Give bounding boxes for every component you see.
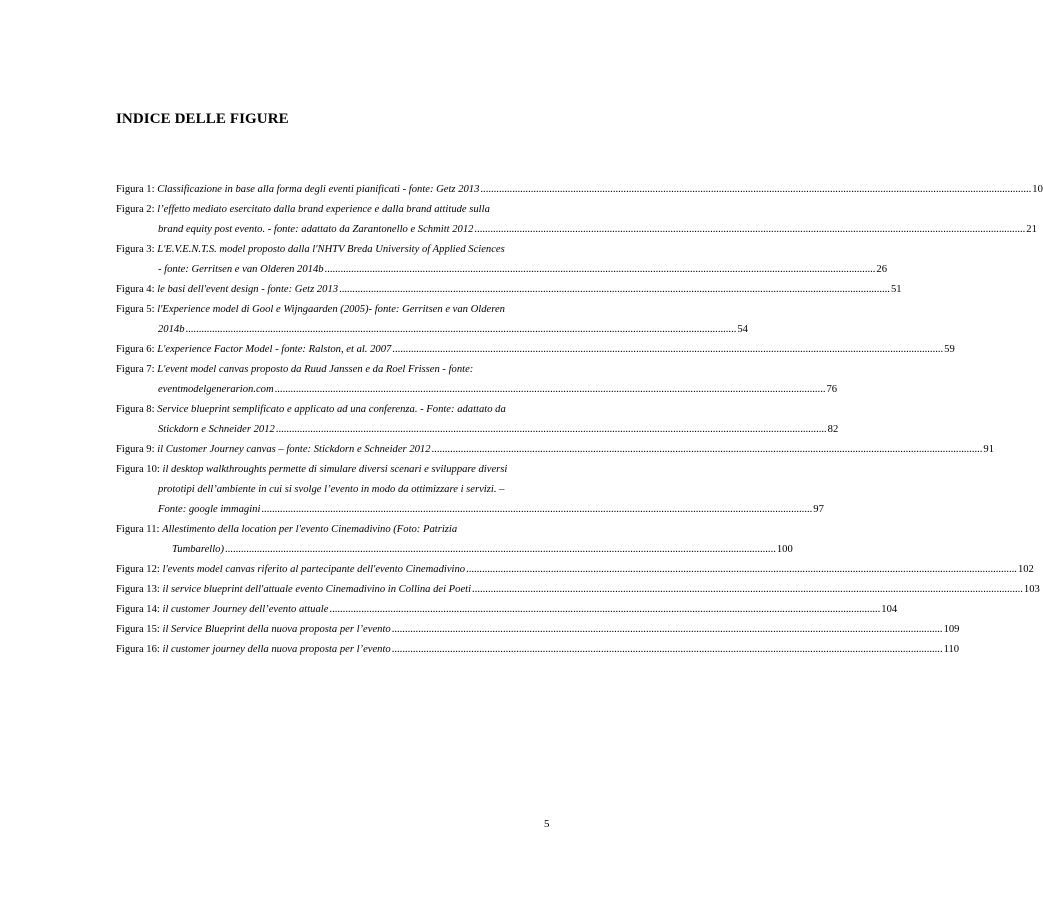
figure-page-number: 91 [983, 444, 994, 455]
figure-entry-line [116, 600, 898, 620]
figure-page-number: 82 [827, 424, 839, 435]
figure-entry-line [116, 560, 1034, 580]
figure-entry-line [116, 260, 888, 280]
figure-entry-line [116, 220, 1037, 240]
figure-page-number: 102 [1017, 564, 1034, 575]
figure-caption: Fonte: google immagini [158, 504, 261, 515]
dot-leader [466, 560, 1017, 580]
figure-entry-line [116, 180, 1043, 200]
figure-entry[interactable] [116, 460, 824, 520]
figure-label: Figura 4: [116, 284, 158, 295]
figure-label: Figura 9: [116, 444, 158, 455]
figure-caption: L'E.V.E.N.T.S. model proposto dalla l'NHTV Breda University of Applied Sciences [157, 244, 505, 255]
figure-caption: il customer journey della nuova proposta per l’evento [162, 644, 391, 655]
figure-page-number: 104 [881, 604, 898, 615]
figure-entry[interactable] [116, 240, 888, 280]
dot-leader [261, 500, 812, 520]
figure-caption: il service blueprint dell'attuale evento Cinemadivino in Collina dei Poeti [162, 584, 472, 595]
dot-leader [275, 380, 826, 400]
figure-caption: il Service Blueprint della nuova proposta per l’evento [162, 624, 391, 635]
figure-caption: - fonte: Gerritsen e van Olderen 2014b [158, 264, 324, 275]
figure-label: Figura 14: [116, 604, 163, 615]
figure-label: Figura 2: [116, 204, 158, 215]
figure-caption: Stickdorn e Schneider 2012 [158, 424, 275, 435]
dot-leader [392, 640, 943, 660]
figure-label: Figura 1: [116, 184, 158, 195]
figure-label: Figura 3: [116, 244, 158, 255]
figure-entry-line [116, 320, 748, 340]
figure-caption: L'event model canvas proposto da Ruud Janssen e da Roel Frissen - fonte: [157, 364, 474, 375]
figure-entry-line [116, 420, 839, 440]
figure-caption: il Customer Journey canvas – fonte: Stickdorn e Schneider 2012 [157, 444, 431, 455]
dot-leader [276, 420, 827, 440]
figure-page-number: 26 [876, 264, 888, 275]
page-number: 5 [544, 818, 550, 830]
dot-leader [474, 220, 1025, 240]
dot-leader [185, 320, 736, 340]
dot-leader [480, 180, 1031, 200]
page-title: INDICE DELLE FIGURE [116, 111, 289, 127]
figure-caption: l'events model canvas riferito al partecipante dell'evento Cinemadivino [162, 564, 466, 575]
figure-entry-line [116, 280, 902, 300]
figure-entry[interactable] [116, 360, 838, 400]
figure-page-number: 109 [943, 624, 960, 635]
figure-entry-line [116, 620, 960, 640]
figure-entry[interactable] [116, 580, 1040, 600]
figure-entry-line [116, 540, 793, 560]
figure-entry-line [116, 200, 556, 220]
figure-page-number: 100 [776, 544, 793, 555]
figure-entry[interactable] [116, 200, 1037, 240]
figure-caption: Service blueprint semplificato e applicato ad una conferenza. - Fonte: adattato da [157, 404, 506, 415]
figure-entry[interactable] [116, 560, 1034, 580]
figure-entry[interactable] [116, 440, 994, 460]
figure-page-number: 103 [1023, 584, 1040, 595]
figure-entry-line [116, 480, 556, 500]
figure-caption: il customer Journey dell’evento attuale [162, 604, 329, 615]
figure-label: Figura 8: [116, 404, 158, 415]
figure-label: Figura 5: [116, 304, 158, 315]
figure-label: Figura 13: [116, 584, 163, 595]
figure-caption: prototipi dell’ambiente in cui si svolge l’evento in modo da ottimizzare i servizi. – [158, 484, 505, 495]
dot-leader [392, 340, 943, 360]
figure-caption: l'Experience model di Gool e Wijngaarden (2005)- fonte: Gerritsen e van Olderen [157, 304, 505, 315]
figure-entry-line [116, 240, 556, 260]
figure-label: Figura 11: [116, 524, 163, 535]
figure-caption: brand equity post evento. - fonte: adattato da Zarantonello e Schmitt 2012 [158, 224, 474, 235]
figure-entry-line [116, 360, 556, 380]
figure-label: Figura 10: [116, 464, 163, 475]
figure-entry[interactable] [116, 400, 839, 440]
figure-page-number: 10 [1032, 184, 1043, 195]
figure-page-number: 76 [826, 384, 838, 395]
figure-entry[interactable] [116, 340, 955, 360]
figure-entry[interactable] [116, 600, 898, 620]
figure-entry-line [116, 520, 556, 540]
figure-index-list [116, 180, 1043, 660]
figure-entry-line [116, 500, 824, 520]
figure-entry[interactable] [116, 180, 1043, 200]
dot-leader [325, 260, 876, 280]
figure-entry-line [116, 640, 960, 660]
dot-leader [225, 540, 776, 560]
figure-entry[interactable] [116, 300, 748, 340]
figure-label: Figura 7: [116, 364, 158, 375]
figure-entry[interactable] [116, 640, 960, 660]
figure-entry[interactable] [116, 620, 960, 640]
figure-entry-line [116, 580, 1040, 600]
figure-caption: L'experience Factor Model - fonte: Ralston, et al. 2007 [157, 344, 392, 355]
figure-page-number: 97 [813, 504, 824, 515]
figure-caption: le basi dell'event design - fonte: Getz 2013 [157, 284, 339, 295]
figure-caption: 2014b [158, 324, 185, 335]
figure-page-number: 54 [737, 324, 748, 335]
dot-leader [329, 600, 880, 620]
figure-caption: Tumbarello) [172, 544, 224, 555]
figure-caption: Classificazione in base alla forma degli eventi pianificati - fonte: Getz 2013 [157, 184, 480, 195]
figure-entry-line [116, 460, 556, 480]
dot-leader [432, 440, 983, 460]
figure-page-number: 59 [944, 344, 955, 355]
figure-entry[interactable] [116, 280, 902, 300]
dot-leader [392, 620, 943, 640]
figure-page-number: 21 [1026, 224, 1037, 235]
dot-leader [472, 580, 1023, 600]
figure-entry-line [116, 300, 556, 320]
figure-entry-line [116, 340, 955, 360]
figure-page-number: 51 [890, 284, 902, 295]
figure-caption: l’effetto mediato esercitato dalla brand experience e dalla brand attitude sulla [157, 204, 490, 215]
figure-page-number: 110 [943, 644, 960, 655]
dot-leader [339, 280, 890, 300]
figure-entry-line [116, 440, 994, 460]
figure-label: Figura 16: [116, 644, 163, 655]
figure-entry[interactable] [116, 520, 793, 560]
figure-entry-line [116, 380, 838, 400]
figure-label: Figura 12: [116, 564, 163, 575]
figure-entry-line [116, 400, 556, 420]
figure-caption: eventmodelgenerarion.com [158, 384, 274, 395]
figure-label: Figura 6: [116, 344, 158, 355]
figure-label: Figura 15: [116, 624, 163, 635]
figure-caption: Allestimento della location per l'evento Cinemadivino (Foto: Patrizia [162, 524, 458, 535]
figure-caption: il desktop walkthroughts permette di simulare diversi scenari e sviluppare diversi [162, 464, 508, 475]
